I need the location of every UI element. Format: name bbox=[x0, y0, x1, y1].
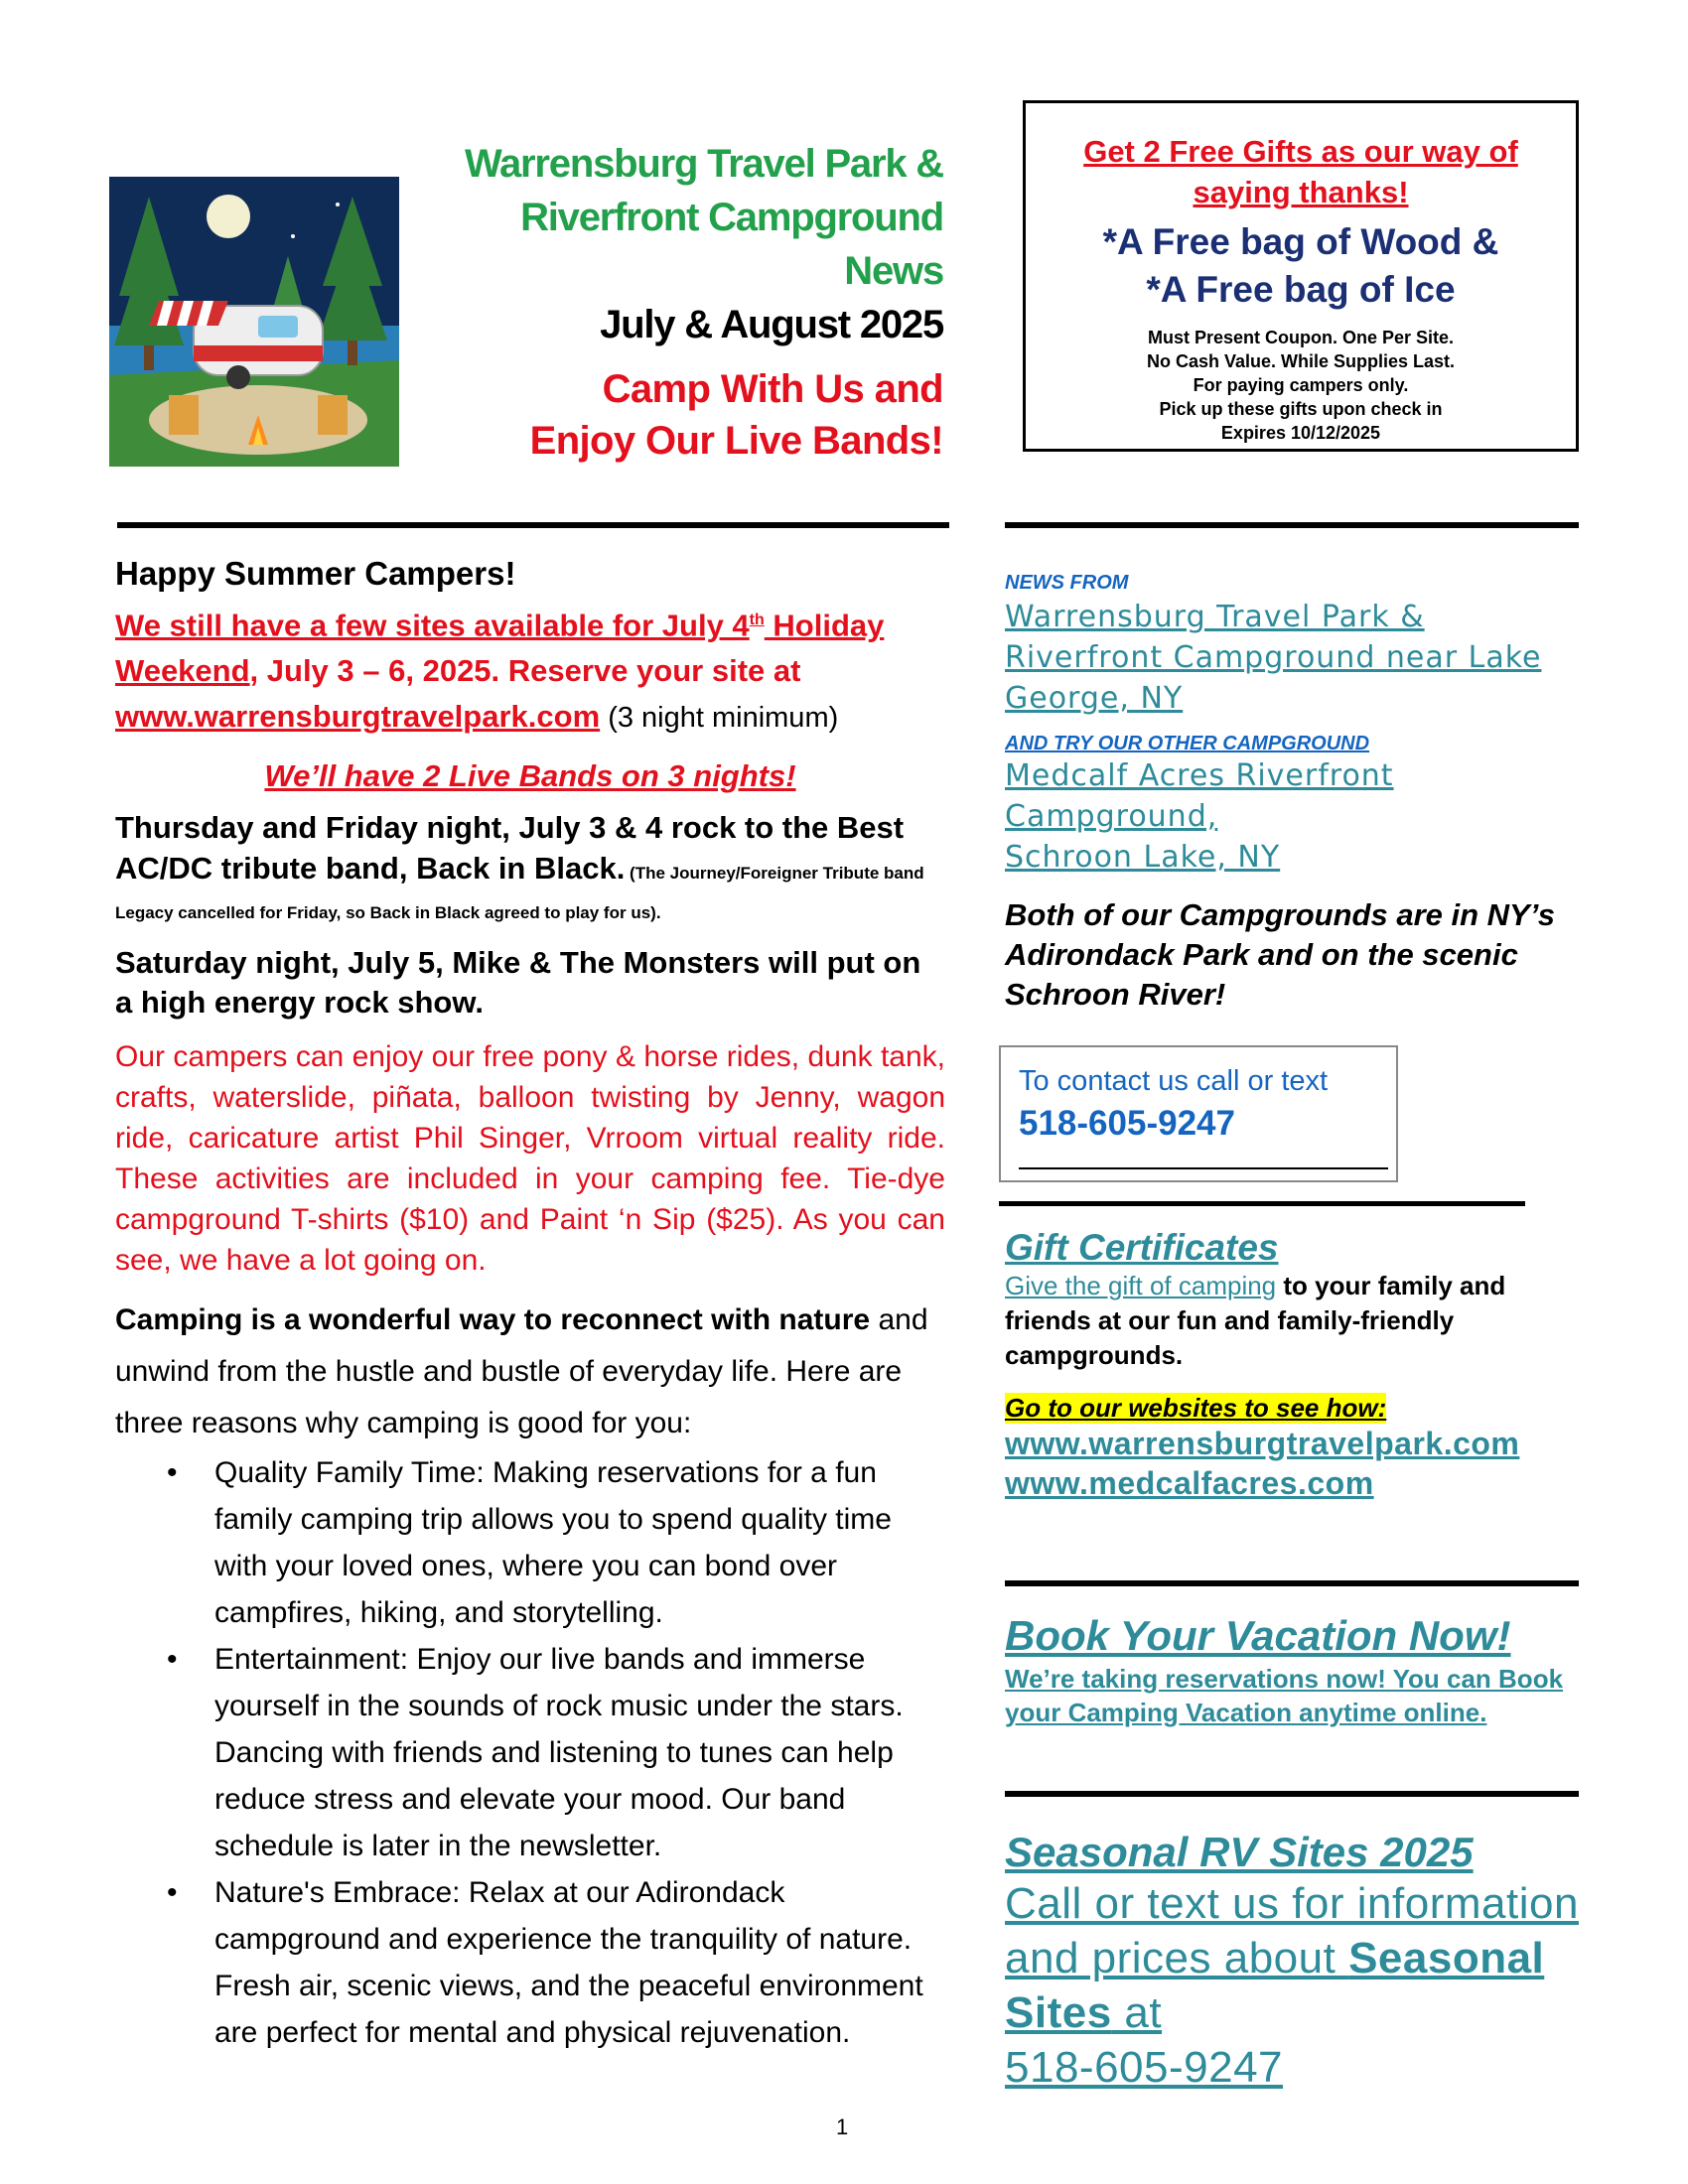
contact-box bbox=[999, 1045, 1398, 1182]
coupon-fine-print bbox=[1026, 326, 1576, 445]
gift-link[interactable]: Give the gift of camping bbox=[1005, 1271, 1277, 1300]
gift-title[interactable]: Gift Certificates bbox=[1005, 1227, 1279, 1268]
book-text[interactable]: We’re taking reservations now! You can Book your Camping Vacation anytime online. bbox=[1005, 1664, 1564, 1727]
news-from-label: NEWS FROM bbox=[1005, 572, 1129, 594]
activities-paragraph: Our campers can enjoy our free pony & horse rides, dunk tank, crafts, waterslide, piñata, balloon twisting by Jenny, wagon ride, caricature artist Phil Singer, Vrroom virtual reality ride. These activities are included in your camping fee. Tie-dye campground T-shirts ($10) and Paint ‘n Sip ($25). As you can see, we have a lot going on. bbox=[115, 1040, 945, 1278]
seasonal-block bbox=[1005, 1829, 1601, 2095]
seasonal-text-b: at bbox=[1111, 1988, 1163, 2037]
camping-intro-bold: Camping is a wonderful way to reconnect with nature bbox=[115, 1303, 871, 1337]
list-item: • Nature's Embrace: Relax at our Adirondack campground and experience the tranquility of nature. Fresh air, scenic views, and the peaceful environment are perfect for mental and physical rejuvenation. bbox=[214, 1869, 945, 2056]
coupon-gift-2: *A Free bag of Ice bbox=[1146, 269, 1456, 310]
adirondack-note: Both of our Campgrounds are in NY’s Adirondack Park and on the scenic Schroon River! bbox=[1005, 897, 1556, 1012]
newsletter-masthead bbox=[387, 137, 943, 467]
main-article bbox=[115, 554, 945, 2056]
greeting-heading: Happy Summer Campers! bbox=[115, 555, 516, 592]
contact-underline bbox=[1019, 1167, 1388, 1169]
page-number: 1 bbox=[836, 2115, 849, 2139]
fine-print-line: Pick up these gifts upon check in bbox=[1159, 399, 1443, 419]
divider bbox=[1005, 1791, 1579, 1797]
go-to-websites: Go to our websites to see how: bbox=[1005, 1393, 1387, 1423]
availability-sup: th bbox=[749, 612, 765, 628]
tagline-line-1: Camp With Us and bbox=[602, 367, 943, 411]
gift-text bbox=[1005, 1269, 1581, 1373]
try-other-label: AND TRY OUR OTHER CAMPGROUND bbox=[1005, 733, 1370, 754]
campground-logo bbox=[109, 177, 399, 467]
fine-print-line: Must Present Coupon. One Per Site. bbox=[1147, 328, 1455, 347]
gift-rest: to your family and friends at our fun and family-friendly campgrounds. bbox=[1005, 1271, 1506, 1370]
availability-text-b: Holiday bbox=[764, 608, 885, 643]
divider bbox=[1005, 522, 1579, 528]
news-from-block bbox=[1005, 572, 1581, 1015]
coupon-headline-2: saying thanks! bbox=[1193, 175, 1409, 209]
thu-fri-paragraph bbox=[115, 808, 945, 929]
medcalf-link-line: Schroon Lake, NY bbox=[1005, 840, 1281, 875]
contact-phone[interactable]: 518-605-9247 bbox=[1019, 1104, 1235, 1143]
site-link-1[interactable]: www.warrensburgtravelpark.com bbox=[1005, 1426, 1520, 1461]
seasonal-text[interactable] bbox=[1005, 1876, 1601, 2095]
list-item: • Entertainment: Enjoy our live bands and immerse yourself in the sounds of rock music under the stars. Dancing with friends and listening to tunes can help reduce stress and elevate your mood. Our band schedule is later in the newsletter. bbox=[214, 1636, 945, 1869]
book-title[interactable]: Book Your Vacation Now! bbox=[1005, 1612, 1511, 1659]
availability-notice bbox=[115, 598, 945, 741]
fine-print-line: For paying campers only. bbox=[1193, 375, 1409, 395]
book-vacation-block bbox=[1005, 1612, 1581, 1729]
list-item: • Quality Family Time: Making reservations for a fun family camping trip allows you to spend quality time with your loved ones, where you can bond over campfires, hiking, and storytelling. bbox=[214, 1449, 945, 1636]
reasons-list bbox=[115, 1449, 945, 2056]
medcalf-link-line: Campground, bbox=[1005, 799, 1218, 834]
divider bbox=[1005, 1580, 1579, 1586]
masthead-line-3: News bbox=[844, 249, 943, 293]
night-minimum: (3 night minimum) bbox=[600, 702, 839, 735]
divider bbox=[117, 522, 949, 528]
masthead-line-1: Warrensburg Travel Park & bbox=[464, 142, 943, 186]
free-gifts-coupon bbox=[1023, 100, 1579, 452]
warrensburg-link[interactable]: Warrensburg Travel Park & Riverfront Campground near Lake George, NY bbox=[1005, 600, 1542, 716]
issue-dates: July & August 2025 bbox=[600, 303, 943, 346]
masthead-line-2: Riverfront Campground bbox=[520, 196, 943, 239]
saturday-paragraph: Saturday night, July 5, Mike & The Monsters will put on a high energy rock show. bbox=[115, 945, 921, 1021]
camping-intro bbox=[115, 1295, 945, 1449]
availability-text-c: , July 3 – 6, 2025. Reserve your site at bbox=[249, 653, 801, 689]
availability-text-a: We still have a few sites available for July 4 bbox=[115, 608, 750, 643]
tagline-line-2: Enjoy Our Live Bands! bbox=[529, 419, 943, 463]
medcalf-link[interactable] bbox=[1005, 755, 1581, 878]
seasonal-title[interactable]: Seasonal RV Sites 2025 bbox=[1005, 1829, 1474, 1875]
coupon-gift-1: *A Free bag of Wood & bbox=[1102, 221, 1499, 262]
reserve-link[interactable]: www.warrensburgtravelpark.com bbox=[115, 699, 601, 735]
bands-heading: We’ll have 2 Live Bands on 3 nights! bbox=[264, 758, 796, 794]
seasonal-text-a: Call or text us for information and prices about bbox=[1005, 1879, 1579, 1982]
medcalf-link-line: Medcalf Acres Riverfront bbox=[1005, 758, 1394, 793]
tagline bbox=[387, 363, 943, 467]
divider bbox=[999, 1201, 1525, 1206]
contact-label: To contact us call or text bbox=[1019, 1065, 1329, 1097]
seasonal-phone[interactable]: 518-605-9247 bbox=[1005, 2043, 1284, 2092]
fine-print-line: No Cash Value. While Supplies Last. bbox=[1146, 351, 1456, 371]
availability-weekend: Weekend bbox=[115, 653, 250, 689]
thu-fri-text: Thursday and Friday night, July 3 & 4 rock to the Best AC/DC tribute band, Back in Black. bbox=[115, 810, 905, 887]
camping-intro-rest: and unwind from the hustle and bustle of everyday life. Here are three reasons why camping is good for you: bbox=[115, 1303, 928, 1440]
coupon-headline-1: Get 2 Free Gifts as our way of bbox=[1083, 134, 1518, 169]
thu-fri-note: (The Journey/Foreigner Tribute band Legacy cancelled for Friday, so Back in Black agreed to play for us). bbox=[115, 864, 924, 923]
site-link-2[interactable]: www.medcalfacres.com bbox=[1005, 1465, 1374, 1501]
fine-print-line: Expires 10/12/2025 bbox=[1220, 423, 1381, 443]
seasonal-sites: Seasonal Sites bbox=[1005, 1934, 1545, 2037]
gift-certificates-block bbox=[1005, 1227, 1581, 1503]
